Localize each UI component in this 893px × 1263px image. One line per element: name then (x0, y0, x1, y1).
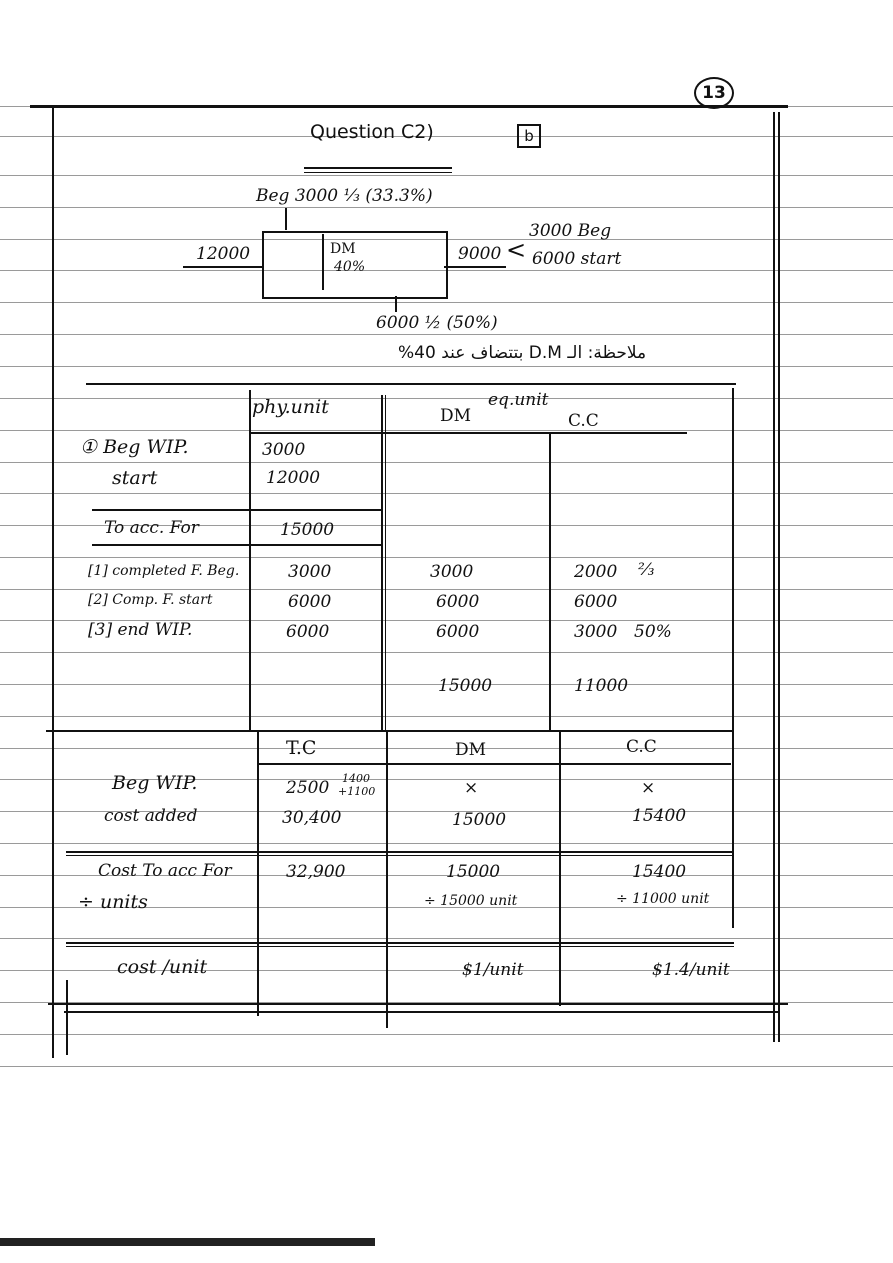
units-col-divider-1 (249, 390, 251, 730)
cost-added-label: cost added (104, 806, 198, 826)
flow-branch-start: 6000 start (532, 249, 622, 269)
title-underline-2 (304, 172, 452, 173)
row-dm-comp-start: 6000 (436, 592, 480, 612)
cost-acc-rule-top (66, 851, 734, 853)
col-header-dm: DM (440, 406, 472, 426)
bottom-rule (48, 1003, 788, 1005)
row-label-end-wip: [3] end WIP. (88, 620, 193, 640)
page-number: 13 (694, 77, 734, 109)
cost-per-unit-dm: $1/unit (462, 960, 524, 980)
flow-input-arrow (183, 266, 262, 268)
col-header-cc: C.C (568, 411, 599, 431)
row-dm-end-wip: 6000 (436, 622, 480, 642)
flow-branch-beg: 3000 Beg (529, 221, 612, 241)
row-phy-to-acc: 15000 (280, 520, 335, 540)
row-label-to-acc: To acc. For (104, 518, 199, 538)
col-header-phy-unit: phy.unit (252, 396, 329, 418)
beg-wip-label: Beg WIP. (112, 772, 198, 794)
row-label-start: start (112, 467, 158, 489)
cost-acc-rule-top-2 (66, 855, 734, 856)
cost-to-acc-dm: 15000 (446, 862, 501, 882)
flow-end-label: 6000 ½ (50%) (376, 313, 498, 333)
scan-edge-shadow (0, 1238, 375, 1246)
units-to-acc-rule-top (92, 509, 382, 511)
units-header-rule (249, 432, 687, 434)
right-margin-line-2 (778, 112, 780, 1042)
total-cc: 11000 (574, 676, 629, 696)
process-box-divider (322, 234, 324, 290)
row-note-completed-beg: ⅔ (638, 560, 655, 580)
col-header-dm-cost: DM (455, 740, 487, 760)
cost-per-unit-cc: $1.4/unit (652, 960, 730, 980)
flow-end-arrow (395, 296, 397, 312)
cost-col-divider-3 (559, 730, 561, 1006)
row-cc-comp-start: 6000 (574, 592, 618, 612)
cost-unit-rule-top (66, 942, 734, 944)
flow-output-label: 9000 (458, 244, 502, 264)
row-phy-end-wip: 6000 (286, 622, 330, 642)
total-dm: 15000 (438, 676, 493, 696)
row-phy-beg-wip: 3000 (262, 440, 306, 460)
col-header-cc-cost: C.C (626, 737, 657, 757)
top-rule (30, 105, 788, 108)
beg-wip-tc-note1: 1400 (342, 772, 370, 785)
process-box-dm: DM (330, 241, 356, 257)
units-divisor-cc: ÷ 11000 unit (616, 891, 710, 907)
cost-to-acc-tc: 32,900 (286, 862, 346, 882)
row-cc-end-wip: 3000 (574, 622, 618, 642)
row-phy-comp-start: 6000 (288, 592, 332, 612)
row-note-end-wip: 50% (634, 622, 672, 642)
cost-added-tc: 30,400 (282, 808, 342, 828)
beg-wip-cc: × (641, 778, 656, 798)
units-col-divider-3 (549, 432, 551, 730)
units-divisor-label: ÷ units (78, 891, 148, 913)
right-margin-line (773, 112, 775, 1042)
cost-to-acc-cc: 15400 (632, 862, 687, 882)
row-label-comp-start: [2] Comp. F. start (88, 592, 213, 608)
beg-wip-tc-note2: +1100 (338, 785, 376, 798)
title-underline (304, 167, 452, 169)
units-col-divider-2b (385, 395, 386, 730)
cost-col-divider-1 (257, 730, 259, 1016)
left-margin-line-2 (66, 980, 68, 1055)
flow-output-arrow (444, 266, 506, 268)
flow-input-label: 12000 (196, 244, 251, 264)
units-to-acc-rule-bottom (92, 544, 382, 546)
beg-wip-dm: × (464, 778, 479, 798)
cost-col-divider-2 (386, 730, 388, 1028)
row-phy-start: 12000 (266, 468, 321, 488)
flow-beg-arrow (285, 208, 287, 230)
row-label-beg-wip: ① Beg WIP. (80, 436, 189, 458)
units-divisor-dm: ÷ 15000 unit (424, 893, 518, 909)
units-table-top-rule (86, 383, 736, 385)
cost-to-acc-label: Cost To acc For (98, 861, 232, 881)
cost-added-dm: 15000 (452, 810, 507, 830)
page-title: Question C2) (310, 121, 434, 143)
bottom-rule-2 (64, 1011, 778, 1013)
row-label-completed-beg: [1] completed F. Beg. (88, 563, 240, 579)
cost-added-cc: 15400 (632, 806, 687, 826)
arabic-note: ملاحظة: الـ D.M بتتضاف عند 40% (398, 343, 647, 363)
row-phy-completed-beg: 3000 (288, 562, 332, 582)
cost-per-unit-label: cost /unit (117, 956, 208, 978)
col-header-eq-unit: eq.unit (488, 390, 549, 410)
left-margin-line (52, 108, 54, 1058)
cost-header-rule (259, 763, 731, 765)
col-header-tc: T.C (286, 737, 317, 759)
cost-table-top-rule (46, 730, 734, 732)
cost-unit-rule-top-2 (66, 946, 734, 947)
row-cc-completed-beg: 2000 (574, 562, 618, 582)
branch-symbol: < (506, 236, 527, 264)
row-dm-completed-beg: 3000 (430, 562, 474, 582)
part-label: b (517, 124, 541, 148)
flow-beg-label: Beg 3000 ⅓ (33.3%) (256, 186, 433, 206)
process-box-pct: 40% (334, 259, 366, 275)
units-right-border (732, 388, 734, 928)
units-col-divider-2 (381, 395, 383, 730)
beg-wip-tc: 2500 (286, 778, 330, 798)
